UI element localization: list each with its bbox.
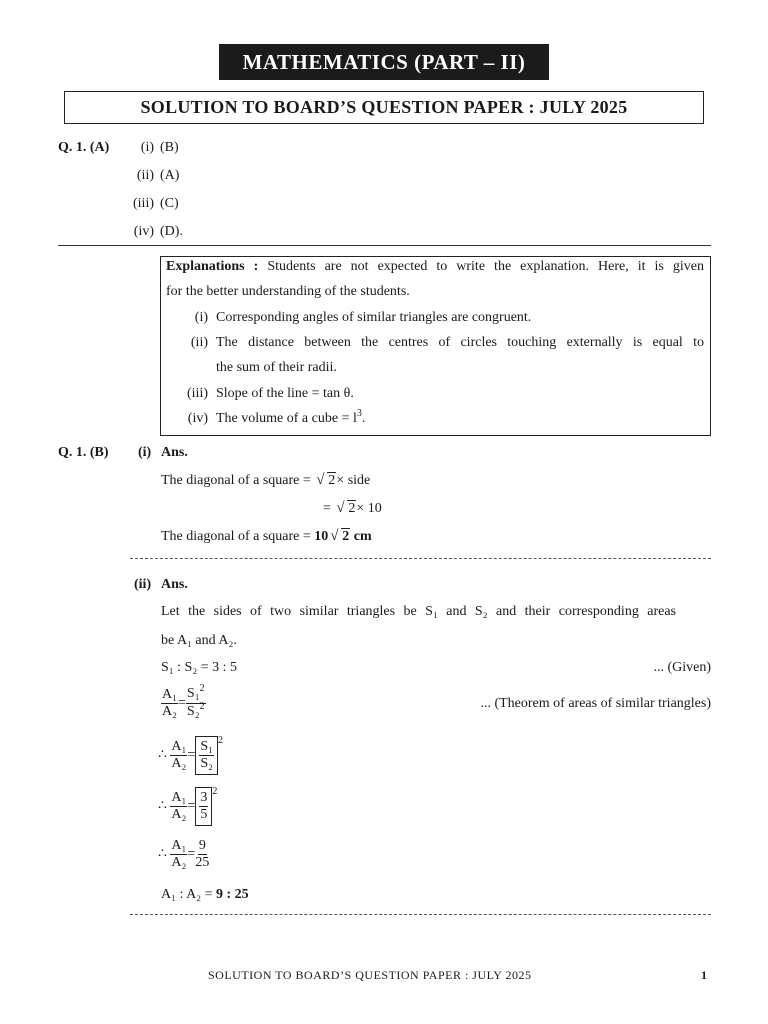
page-subtitle: SOLUTION TO BOARD’S QUESTION PAPER : JULY 2025	[64, 91, 704, 124]
expl-item-num: (iii)	[187, 386, 208, 401]
q1a-item-num: (i)	[140, 140, 154, 155]
expl-item-text: The distance between the centres of circles touching externally is equal to	[216, 335, 704, 350]
q1a-item-ans: (B)	[160, 140, 179, 155]
q1b-ii-ans-label: Ans.	[161, 577, 188, 592]
expl-item-num: (iv)	[187, 411, 208, 426]
footer-text: SOLUTION TO BOARD’S QUESTION PAPER : JULY 2025	[208, 968, 532, 982]
expl-item-text: The volume of a cube = $l^3$.	[216, 408, 366, 426]
expl-item-num: (ii)	[190, 335, 208, 350]
expl-item-num: (i)	[194, 310, 208, 325]
given-note: ... (Given)	[653, 660, 711, 675]
final-area-ratio: A₁ : A₂ = 9 : 25	[161, 887, 249, 902]
page-title: MATHEMATICS (PART – II)	[219, 44, 549, 80]
q1b-i-ans-label: Ans.	[161, 445, 188, 460]
explanations-intro	[166, 258, 704, 276]
area-ratio-step2: ∴ $\frac{\text{A₁}}{\text{A₂}}$ = $\frac{3}{5}$ $^2$	[158, 787, 217, 826]
q1b-i-num: (i)	[138, 445, 152, 460]
section-divider	[58, 245, 711, 246]
area-ratio-step3: ∴ $\frac{\text{A₁}}{\text{A₂}}$ = $\frac{9}{25}$	[158, 838, 210, 870]
q1a-item-num: (iv)	[133, 224, 154, 239]
expl-item-text-cont: the sum of their radii.	[216, 360, 337, 375]
area-ratio-theorem: $\frac{\text{A₁}}{\text{A₂}}$ = $\frac{S_1^2}{S_2^2}$	[162, 683, 205, 719]
explanations-heading: Explanations :	[166, 259, 259, 274]
similar-triangles-text: Let the sides of two similar triangles be S₁ and S₂ and their corresponding areas	[161, 604, 676, 619]
dashed-divider	[130, 558, 711, 559]
dashed-divider	[130, 914, 711, 915]
expl-item-text: Corresponding angles of similar triangles are congruent.	[216, 310, 532, 325]
similar-triangles-text-cont: be A₁ and A₂.	[161, 633, 237, 648]
q1a-item-ans: (C)	[160, 196, 179, 211]
explanations-intro-line1: Students are not expected to write the explanation. Here, it is given	[267, 259, 705, 274]
q1a-item-ans: (A)	[160, 168, 180, 183]
diagonal-result: The diagonal of a square = 10 √ 2 cm	[161, 528, 372, 544]
explanations-intro-line2: for the better understanding of the students.	[166, 284, 410, 299]
q1a-item-num: (ii)	[136, 168, 154, 183]
sqrt-symbol: √ 2	[336, 500, 356, 516]
sqrt-symbol: √ 2	[330, 528, 350, 544]
sides-ratio: S₁ : S₂ = 3 : 5	[161, 660, 238, 675]
diagonal-formula: The diagonal of a square = √ 2× side	[161, 472, 371, 488]
page-number: 1	[701, 968, 708, 982]
theorem-note: ... (Theorem of areas of similar triangles)	[480, 696, 711, 711]
q1a-label: Q. 1. (A)	[58, 140, 110, 155]
diagonal-substitution: = √ 2× 10	[323, 500, 382, 516]
q1b-label: Q. 1. (B)	[58, 445, 109, 460]
q1a-item-num: (iii)	[133, 196, 154, 211]
q1a-item-ans: (D).	[160, 224, 183, 239]
q1b-ii-num: (ii)	[134, 577, 152, 592]
area-ratio-step1: ∴ $\frac{\text{A₁}}{\text{A₂}}$ = $\frac{\text{S₁}}{\text{S₂}}$ $^2$	[158, 736, 223, 775]
expl-item-text: Slope of the line = tan θ.	[216, 386, 354, 401]
sqrt-symbol: √ 2	[316, 472, 336, 488]
